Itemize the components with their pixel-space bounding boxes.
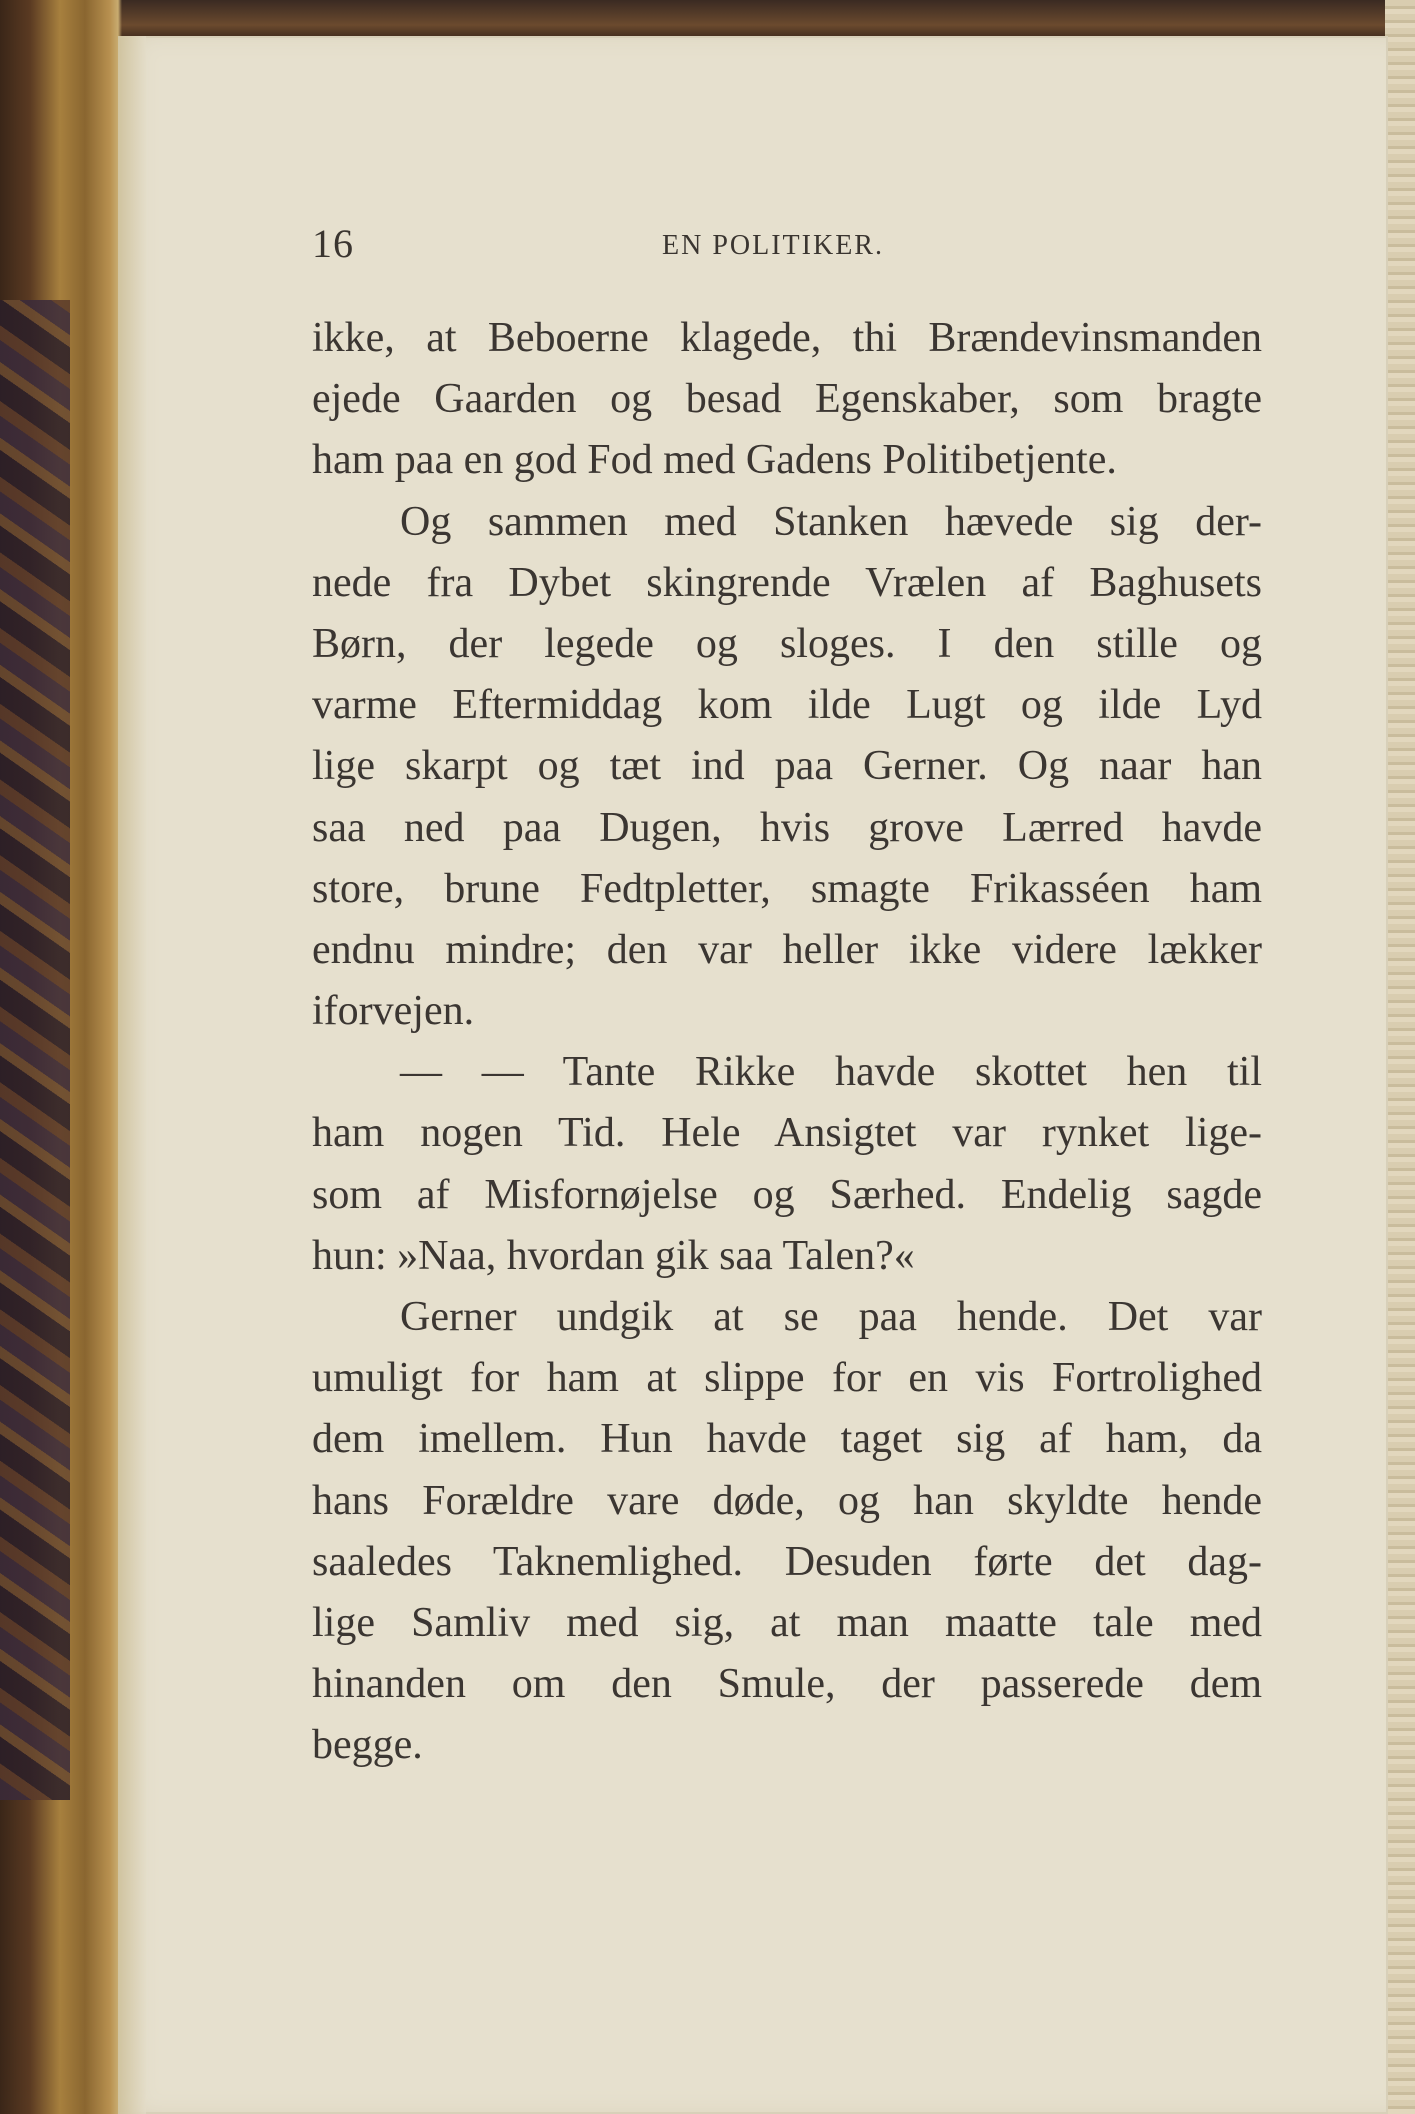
text-line: dem imellem. Hun havde taget sig af ham, da [312, 1416, 1262, 1463]
text-line: som af Misfornøjelse og Særhed. Endelig sagde [312, 1171, 1262, 1218]
text-line: — — Tante Rikke havde skottet hen til [400, 1049, 1262, 1096]
text-line: endnu mindre; den var heller ikke videre lækker [312, 926, 1262, 973]
page-gutter [118, 36, 146, 2114]
text-line: hinanden om den Smule, der passerede dem [312, 1661, 1262, 1708]
text-line: lige Samliv med sig, at man maatte tale med [312, 1599, 1262, 1646]
text-line: hans Forældre vare døde, og han skyldte hende [312, 1477, 1262, 1524]
text-line: Gerner undgik at se paa hende. Det var [400, 1294, 1262, 1340]
text-line: hun: »Naa, hvordan gik saa Talen?« [312, 1232, 915, 1279]
text-line: Og sammen med Stanken hævede sig der- [400, 498, 1262, 545]
text-line: ikke, at Beboerne klagede, thi Brændevinsmanden [312, 315, 1262, 361]
page-number: 16 [312, 221, 354, 266]
text-line: saaledes Taknemlighed. Desuden førte det dag- [312, 1538, 1262, 1585]
text-line: begge. [312, 1722, 423, 1769]
text-line: saa ned paa Dugen, hvis grove Lærred havde [312, 804, 1262, 851]
running-title: EN POLITIKER. [662, 230, 884, 261]
page-header [312, 221, 1262, 266]
book-cover-pattern [0, 300, 70, 1800]
body-text [312, 308, 1262, 1777]
text-line: umuligt for ham at slippe for en vis Fortrolighed [312, 1355, 1262, 1402]
text-line: ham nogen Tid. Hele Ansigtet var rynket lige- [312, 1110, 1262, 1157]
text-line: ejede Gaarden og besad Egenskaber, som bragte [312, 376, 1262, 423]
text-line: iforvejen. [312, 988, 475, 1035]
page-edges [1385, 0, 1415, 2114]
text-line: store, brune Fedtpletter, smagte Frikasséen ham [312, 865, 1262, 912]
text-line: Børn, der legede og sloges. I den stille og [312, 620, 1262, 667]
text-line: ham paa en god Fod med Gadens Politibetjente. [312, 437, 1117, 484]
text-line: varme Eftermiddag kom ilde Lugt og ilde Lyd [312, 682, 1262, 729]
text-line: lige skarpt og tæt ind paa Gerner. Og naar han [312, 743, 1262, 790]
text-line: nede fra Dybet skingrende Vrælen af Baghusets [312, 559, 1262, 606]
